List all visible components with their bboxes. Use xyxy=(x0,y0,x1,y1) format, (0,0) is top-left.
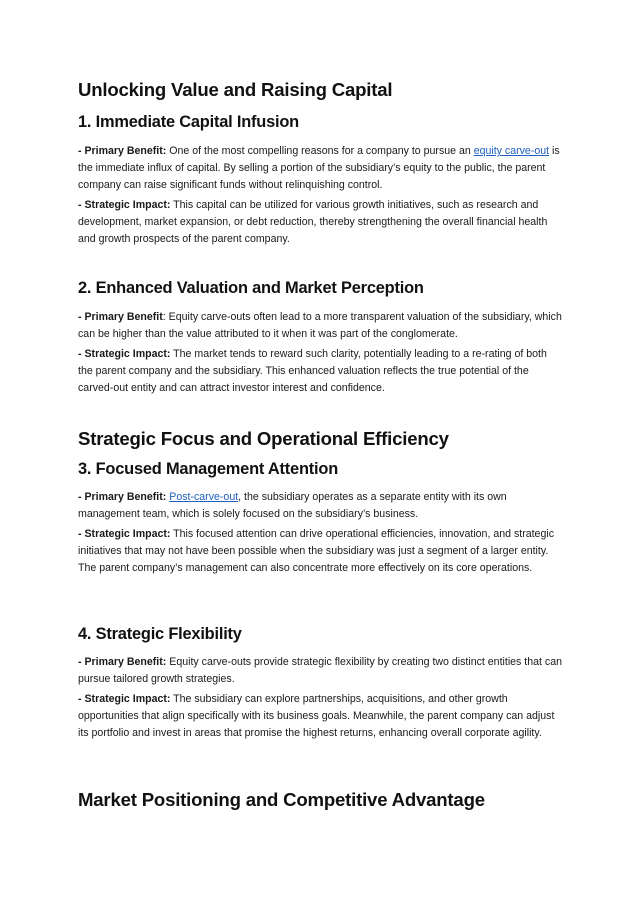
paragraph-text: , the subsidiary operates as a separate entity with its own management team, which is solely focused on the subsidiary’s business. xyxy=(78,491,507,520)
section-heading-3: 3. Focused Management Attention xyxy=(78,460,339,478)
section-3-strategic-impact xyxy=(78,526,564,577)
paragraph-text: : Equity carve-outs often lead to a more transparent valuation of the subsidiary, which can be higher than the value attributed to it when it was part of the conglomerate. xyxy=(78,311,562,340)
section-4-strategic-impact xyxy=(78,691,564,742)
primary-benefit-label: - Primary Benefit: xyxy=(78,491,167,503)
section-heading-4: 4. Strategic Flexibility xyxy=(78,625,242,643)
page-title: Unlocking Value and Raising Capital xyxy=(78,79,393,100)
section-heading-2: 2. Enhanced Valuation and Market Perception xyxy=(78,279,424,297)
strategic-impact-label: - Strategic Impact: xyxy=(78,528,171,540)
equity-carve-out-link[interactable]: equity carve-out xyxy=(473,145,550,157)
strategic-impact-label: - Strategic Impact: xyxy=(78,199,171,211)
paragraph-text: is the immediate influx of capital. By selling a portion of the subsidiary’s equity to the public, the parent company can raise significant funds without relinquishing control. xyxy=(78,145,560,191)
paragraph-text: One of the most compelling reasons for a company to pursue an xyxy=(166,145,474,157)
section-2-strategic-impact xyxy=(78,346,564,397)
section-2-primary-benefit xyxy=(78,309,564,343)
section-1-primary-benefit xyxy=(78,143,564,194)
primary-benefit-label: - Primary Benefit: xyxy=(78,656,167,668)
strategic-impact-label: - Strategic Impact: xyxy=(78,348,171,360)
paragraph-text: This capital can be utilized for various growth initiatives, such as research and development, market expansion, or debt reduction, thereby strengthening the overall financial health and growth prospects of the parent company. xyxy=(78,199,548,245)
group-heading-market-positioning: Market Positioning and Competitive Advantage xyxy=(78,789,485,810)
section-1-strategic-impact xyxy=(78,197,564,248)
section-heading-1: 1. Immediate Capital Infusion xyxy=(78,113,299,131)
section-4-primary-benefit xyxy=(78,654,564,688)
primary-benefit-label: - Primary Benefit xyxy=(78,311,163,323)
paragraph-text: This focused attention can drive operational efficiencies, innovation, and strategic initiatives that may not have been possible when the subsidiary was just a segment of a larger entity. The parent company’s management can also concentrate more effectively on its core operations. xyxy=(78,528,554,574)
primary-benefit-label: - Primary Benefit: xyxy=(78,145,167,157)
paragraph-text: Equity carve-outs provide strategic flexibility by creating two distinct entities that can pursue tailored growth strategies. xyxy=(78,656,562,685)
strategic-impact-label: - Strategic Impact: xyxy=(78,693,171,705)
section-3-primary-benefit xyxy=(78,489,564,523)
paragraph-text: The subsidiary can explore partnerships, acquisitions, and other growth opportunities that align specifically with its business goals. Meanwhile, the parent company can adjust its portfolio and invest in areas that promise the highest returns, enhancing overall corporate agility. xyxy=(78,693,555,739)
paragraph-text: The market tends to reward such clarity, potentially leading to a re-rating of both the parent company and the subsidiary. This enhanced valuation reflects the true potential of the carved-out entity and can attract investor interest and confidence. xyxy=(78,348,547,394)
group-heading-strategic-focus: Strategic Focus and Operational Efficiency xyxy=(78,428,449,449)
post-carve-out-link[interactable]: Post-carve-out xyxy=(169,491,239,503)
